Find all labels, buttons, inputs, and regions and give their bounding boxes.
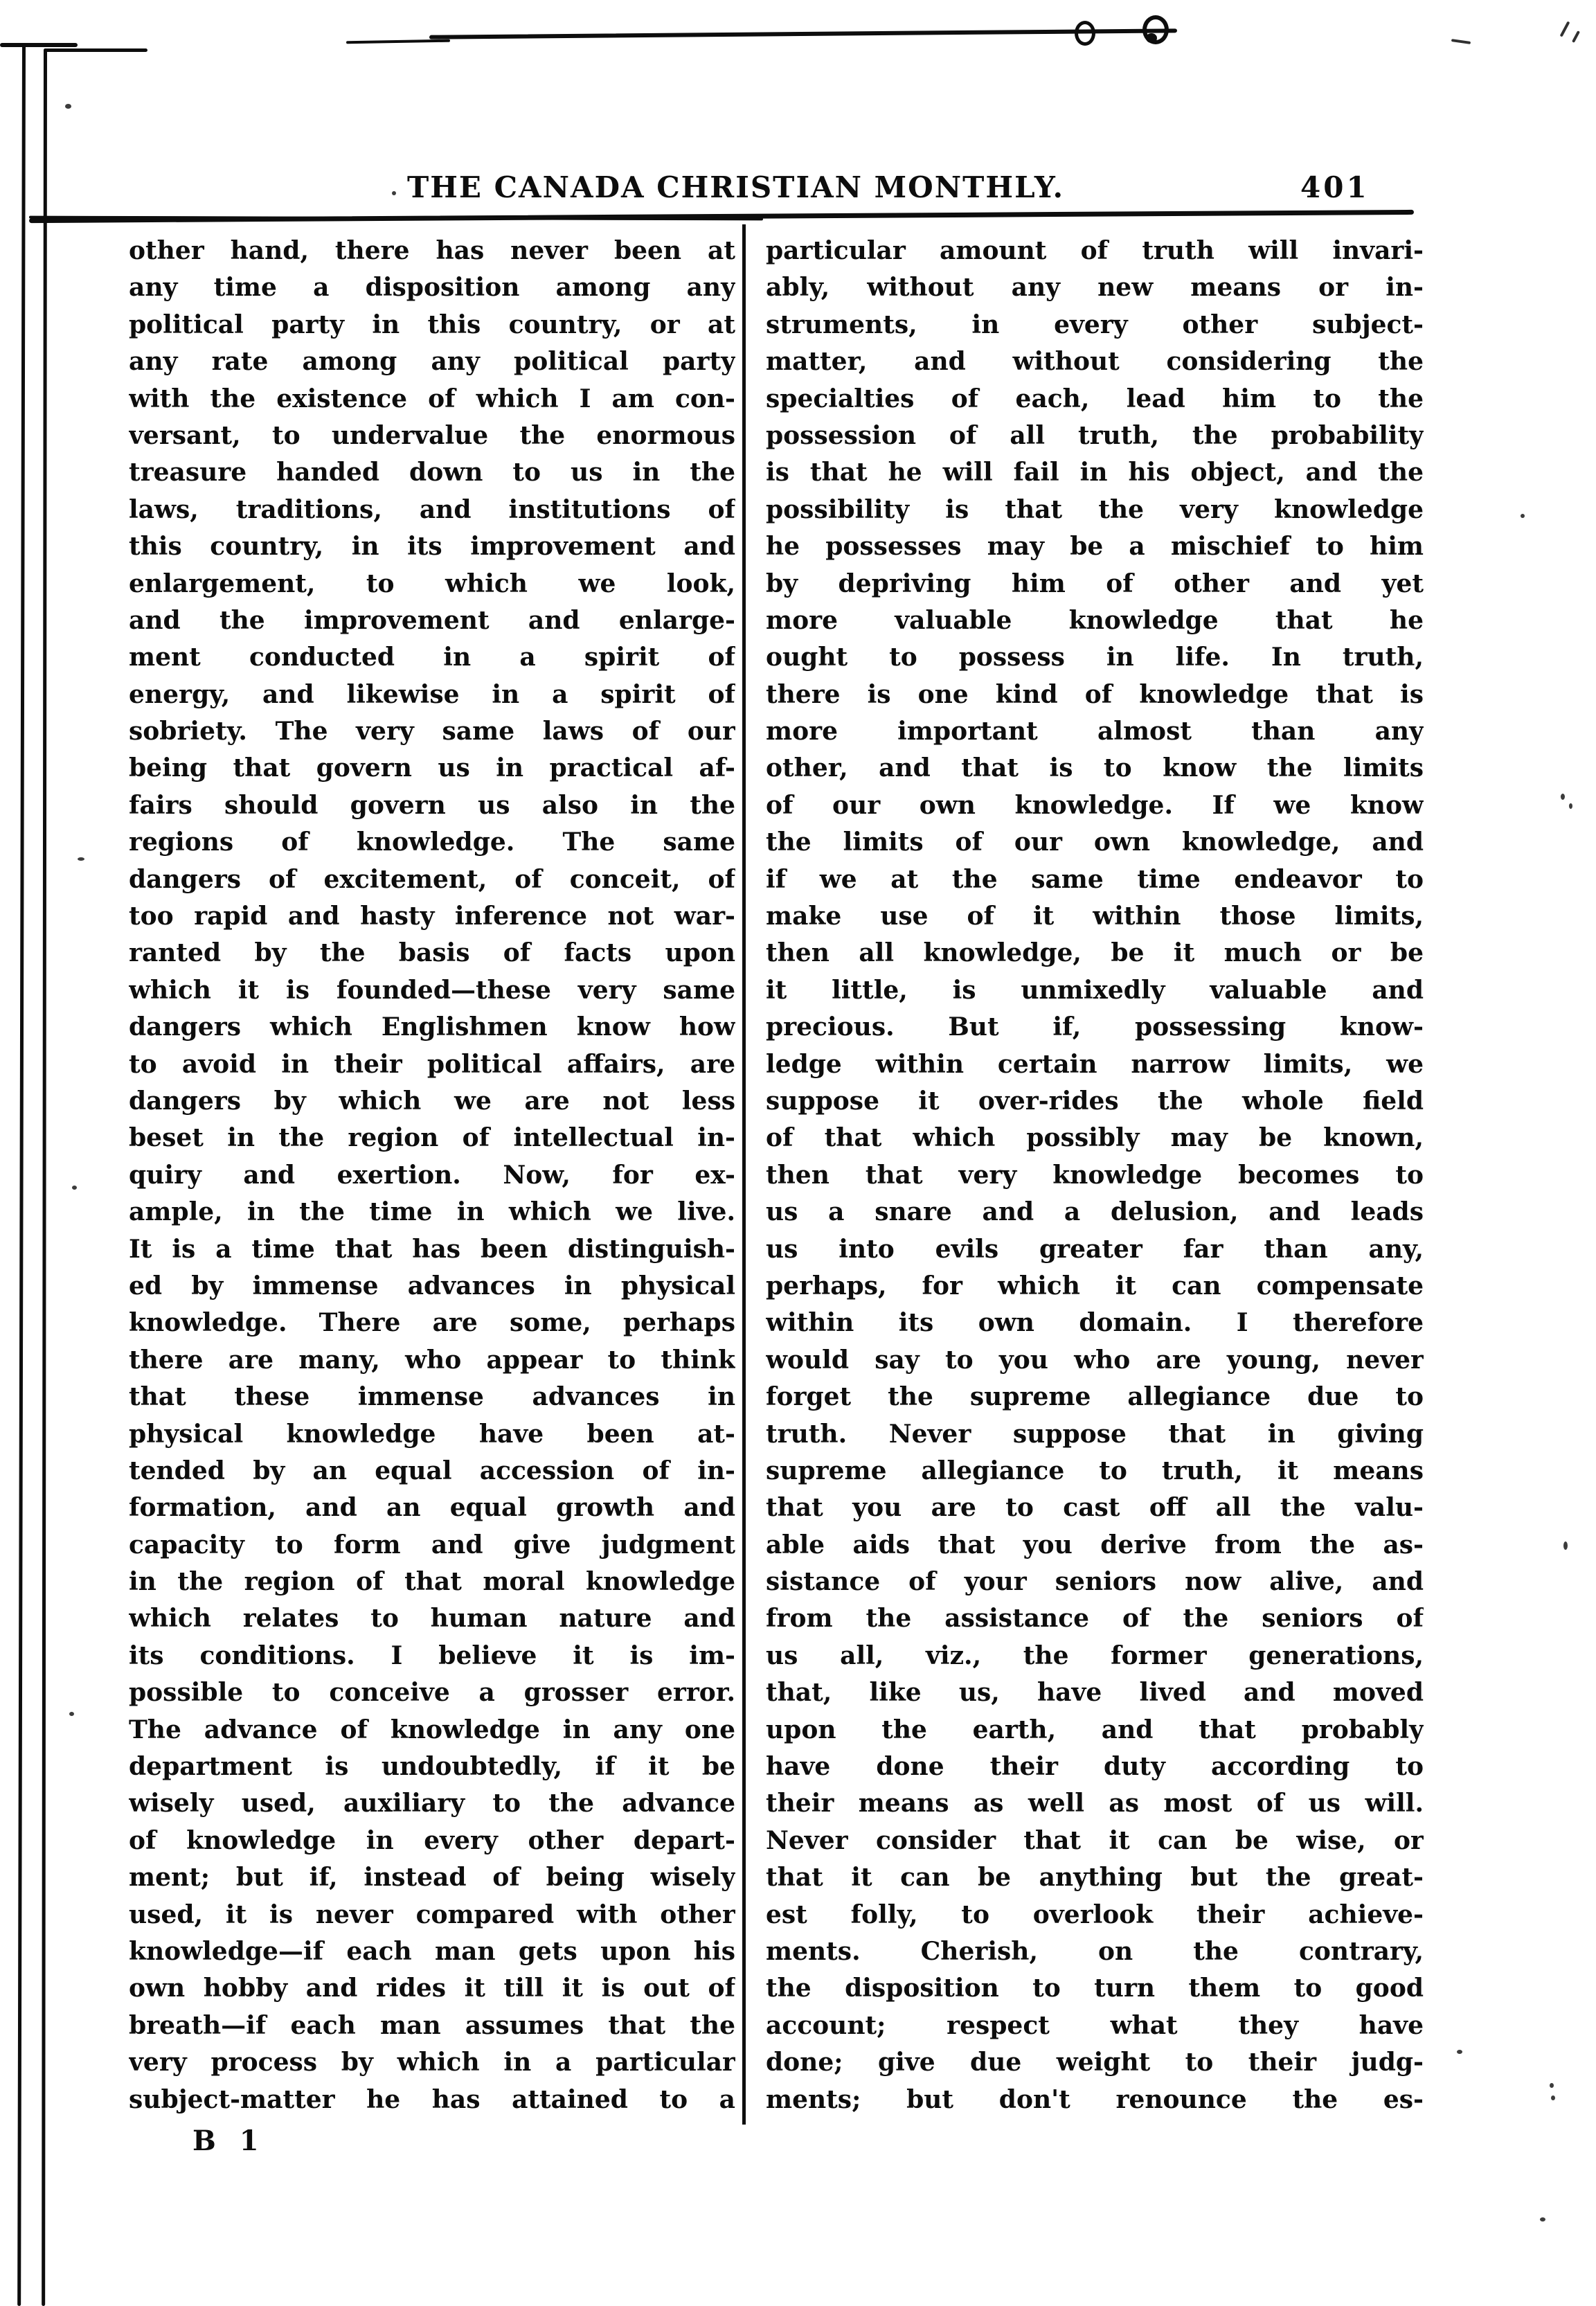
scan-speck [1563, 1541, 1568, 1550]
text-line: if we at the same time endeavor to [766, 864, 1424, 894]
text-line: dangers which Englishmen know how [129, 1012, 735, 1042]
text-line: and the improvement and enlarge- [129, 605, 735, 635]
text-line: ments; but don't renounce the es- [766, 2084, 1424, 2114]
text-line: department is undoubtedly, if it be [129, 1752, 735, 1782]
right-text-column [766, 233, 1424, 2118]
text-line: precious. But if, possessing know- [766, 1012, 1424, 1042]
journal-title: THE CANADA CHRISTIAN MONTHLY. [407, 170, 1065, 204]
text-line: its conditions. I believe it is im- [129, 1641, 735, 1670]
text-line: ranted by the basis of facts upon [129, 938, 735, 968]
text-line: of knowledge in every other depart- [129, 1825, 735, 1855]
text-line: struments, in every other subject- [766, 310, 1424, 339]
text-line: of that which possibly may be known, [766, 1123, 1424, 1153]
text-line: being that govern us in practical af- [129, 753, 735, 783]
text-line: the disposition to turn them to good [766, 1974, 1424, 2003]
text-line: capacity to form and give judgment [129, 1530, 735, 1559]
text-line: then that very knowledge becomes to [766, 1160, 1424, 1190]
text-line: sobriety. The very same laws of our [129, 717, 735, 747]
text-line: ought to possess in life. In truth, [766, 643, 1424, 672]
text-line: too rapid and hasty inference not war- [129, 902, 735, 931]
text-line: ed by immense advances in physical [129, 1271, 735, 1301]
text-line: he possesses may be a mischief to him [766, 532, 1424, 562]
text-line: own hobby and rides it till it is out of [129, 1974, 735, 2003]
text-line: The advance of knowledge in any one [129, 1715, 735, 1744]
binding-edge-line-outer [17, 43, 26, 2306]
text-line: forget the supreme allegiance due to [766, 1382, 1424, 1412]
text-line: within its own domain. I therefore [766, 1308, 1424, 1338]
text-line: us into evils greater far than any, [766, 1234, 1424, 1264]
binding-edge-line-inner [42, 48, 47, 2306]
text-line: wisely used, auxiliary to the advance [129, 1789, 735, 1818]
scan-speck [1540, 2217, 1545, 2222]
text-line: very process by which in a particular [129, 2048, 735, 2077]
text-line: from the assistance of the seniors of [766, 1604, 1424, 1634]
text-line: account; respect what they have [766, 2010, 1424, 2040]
text-line: which it is founded—these very same [129, 975, 735, 1005]
scan-artifact-ring [1075, 21, 1095, 46]
text-line: dangers of excitement, of conceit, of [129, 864, 735, 894]
text-line: particular amount of truth will invari- [766, 236, 1424, 265]
text-line: in the region of that moral knowledge [129, 1567, 735, 1597]
text-line: that you are to cast off all the valu- [766, 1493, 1424, 1523]
text-line: quiry and exertion. Now, for ex- [129, 1160, 735, 1190]
text-line: of our own knowledge. If we know [766, 790, 1424, 820]
text-line: knowledge—if each man gets upon his [129, 1936, 735, 1966]
text-line: energy, and likewise in a spirit of [129, 679, 735, 709]
text-line: to avoid in their political affairs, are [129, 1049, 735, 1079]
scan-speck [1457, 2050, 1462, 2054]
text-line: possible to conceive a grosser error. [129, 1678, 735, 1708]
scan-speck [1561, 794, 1565, 800]
scan-speck [65, 104, 71, 109]
text-line: is that he will fail in his object, and the [766, 458, 1424, 488]
text-line: ment conducted in a spirit of [129, 643, 735, 672]
page-number: 401 [1300, 170, 1370, 204]
scan-speck [1550, 2083, 1554, 2088]
text-line: supreme allegiance to truth, it means [766, 1456, 1424, 1485]
text-line: with the existence of which I am con- [129, 384, 735, 413]
text-line: which relates to human nature and [129, 1604, 735, 1634]
text-line: it little, is unmixedly valuable and [766, 975, 1424, 1005]
text-line: other hand, there has never been at [129, 236, 735, 265]
column-divider-rule [742, 224, 746, 2125]
text-line: have done their duty according to [766, 1752, 1424, 1782]
text-line: then all knowledge, be it much or be [766, 938, 1424, 968]
text-line: possibility is that the very knowledge [766, 494, 1424, 524]
text-line: suppose it over-rides the whole field [766, 1086, 1424, 1116]
text-line: breath—if each man assumes that the [129, 2010, 735, 2040]
text-line: truth. Never suppose that in giving [766, 1419, 1424, 1449]
text-line: done; give due weight to their judg- [766, 2048, 1424, 2077]
scan-artifact-top-left-line [0, 43, 78, 47]
text-line: fairs should govern us also in the [129, 790, 735, 820]
text-line: specialties of each, lead him to the [766, 384, 1424, 413]
text-line: tended by an equal accession of in- [129, 1456, 735, 1485]
scan-speck [72, 1186, 77, 1190]
scan-artifact-top-smudge [429, 28, 1177, 39]
text-line: this country, in its improvement and [129, 532, 735, 562]
text-line: perhaps, for which it can compensate [766, 1271, 1424, 1301]
text-line: ably, without any new means or in- [766, 273, 1424, 303]
scan-artifact-tick [1572, 30, 1580, 43]
text-line: upon the earth, and that probably [766, 1715, 1424, 1744]
text-line: able aids that you derive from the as- [766, 1530, 1424, 1559]
text-line: that it can be anything but the great- [766, 1863, 1424, 1893]
text-line: more valuable knowledge that he [766, 605, 1424, 635]
printer-signature: B 1 [192, 2125, 266, 2157]
text-line: Never consider that it can be wise, or [766, 1825, 1424, 1855]
text-line: more important almost than any [766, 717, 1424, 747]
text-line: any rate among any political party [129, 347, 735, 377]
text-line: It is a time that has been distinguish- [129, 1234, 735, 1264]
scan-speck [1551, 2095, 1555, 2100]
scan-artifact-blot [1146, 33, 1157, 43]
text-line: treasure handed down to us in the [129, 458, 735, 488]
text-line: us a snare and a delusion, and leads [766, 1197, 1424, 1227]
text-line: make use of it within those limits, [766, 902, 1424, 931]
text-line: ledge within certain narrow limits, we [766, 1049, 1424, 1079]
text-line: there is one kind of knowledge that is [766, 679, 1424, 709]
text-line: us all, viz., the former generations, [766, 1641, 1424, 1670]
text-line: used, it is never compared with other [129, 1900, 735, 1929]
text-line: the limits of our own knowledge, and [766, 828, 1424, 857]
scan-speck [1569, 803, 1572, 809]
text-line: possession of all truth, the probability [766, 420, 1424, 450]
text-line: sistance of your seniors now alive, and [766, 1567, 1424, 1597]
left-text-column [129, 233, 735, 2118]
text-line: would say to you who are young, never [766, 1345, 1424, 1375]
text-line: formation, and an equal growth and [129, 1493, 735, 1523]
text-line: beset in the region of intellectual in- [129, 1123, 735, 1153]
scan-speck [392, 191, 396, 195]
text-line: subject-matter he has attained to a [129, 2084, 735, 2114]
text-line: versant, to undervalue the enormous [129, 420, 735, 450]
text-line: political party in this country, or at [129, 310, 735, 339]
text-line: other, and that is to know the limits [766, 753, 1424, 783]
scan-speck [78, 857, 84, 861]
scan-artifact-tick [1451, 39, 1471, 44]
text-line: that these immense advances in [129, 1382, 735, 1412]
text-line: there are many, who appear to think [129, 1345, 735, 1375]
text-line: laws, traditions, and institutions of [129, 494, 735, 524]
text-line: dangers by which we are not less [129, 1086, 735, 1116]
text-line: ment; but if, instead of being wisely [129, 1863, 735, 1893]
text-line: their means as well as most of us will. [766, 1789, 1424, 1818]
text-line: by depriving him of other and yet [766, 569, 1424, 598]
scan-artifact-top-left-line-2 [44, 48, 147, 52]
text-line: physical knowledge have been at- [129, 1419, 735, 1449]
text-line: knowledge. There are some, perhaps [129, 1308, 735, 1338]
text-line: regions of knowledge. The same [129, 828, 735, 857]
scan-artifact-tick [1560, 21, 1570, 37]
text-line: any time a disposition among any [129, 273, 735, 303]
text-line: matter, and without considering the [766, 347, 1424, 377]
text-line: est folly, to overlook their achieve- [766, 1900, 1424, 1929]
scan-speck [1521, 514, 1525, 518]
scan-artifact-top-smudge-2 [346, 39, 450, 44]
scan-speck [69, 1712, 74, 1716]
text-line: enlargement, to which we look, [129, 569, 735, 598]
text-line: that, like us, have lived and moved [766, 1678, 1424, 1708]
text-line: ments. Cherish, on the contrary, [766, 1936, 1424, 1966]
text-line: ample, in the time in which we live. [129, 1197, 735, 1227]
